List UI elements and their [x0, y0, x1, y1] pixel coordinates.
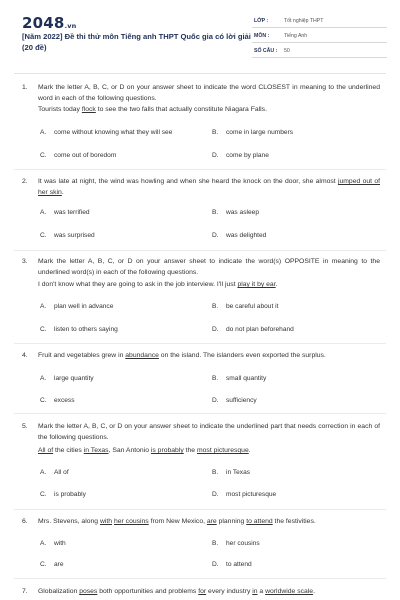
option-text: to attend — [226, 561, 252, 568]
meta-row-count — [252, 43, 387, 58]
stem-text: Mrs. Stevens, along — [38, 518, 100, 525]
question-sentence — [38, 104, 380, 115]
option-letter: C. — [40, 561, 47, 568]
option-text: sufficiency — [226, 397, 257, 404]
option-text: was asleep — [226, 209, 259, 216]
question-divider — [14, 169, 386, 170]
stem-text: . — [61, 189, 64, 196]
option-d[interactable] — [212, 559, 252, 570]
option-b[interactable] — [212, 467, 250, 478]
question-divider — [14, 509, 386, 510]
option-text: come out of boredom — [54, 152, 117, 159]
question-stem: Mark the letter A, B, C, or D on your answer sheet to indicate the underlined part that needs correction in each of the following questions. — [38, 423, 380, 441]
option-text: small quantity — [226, 375, 267, 382]
stem-text: planning — [216, 518, 247, 525]
underlined-part-a: poses — [79, 588, 98, 595]
question-divider — [14, 343, 386, 344]
option-d[interactable] — [212, 150, 269, 161]
question-sentence — [38, 445, 380, 456]
option-a[interactable] — [40, 538, 66, 549]
question-divider — [14, 578, 386, 579]
sentence-text: the — [183, 447, 197, 454]
meta-key: LỚP : — [254, 18, 269, 24]
option-letter: A. — [40, 540, 47, 547]
option-text: most picturesque — [226, 491, 277, 498]
option-text: in Texas — [226, 469, 251, 476]
option-text: her cousins — [226, 540, 260, 547]
option-d[interactable] — [212, 395, 257, 406]
underlined-phrase: play it by ear — [237, 281, 276, 288]
option-letter: A. — [40, 375, 47, 382]
question-number: 7. — [22, 588, 28, 595]
sentence-text: . — [275, 281, 278, 288]
stem-text: It was late at night, the wind was howling and when she heard the knock on the door, she almost — [38, 178, 338, 185]
document-title: [Năm 2022] Đề thi thử môn Tiếng anh THPT Quốc gia có lời giải (20 đề) — [22, 32, 251, 52]
option-text: All of — [54, 469, 69, 476]
question-sentence — [38, 279, 380, 290]
option-b[interactable] — [212, 538, 260, 549]
option-b[interactable] — [212, 207, 259, 218]
option-letter: B. — [212, 303, 219, 310]
question-stem — [38, 350, 380, 361]
underlined-part-a: All of — [38, 447, 54, 454]
stem-text: both opportunities and problems — [97, 588, 199, 595]
option-text: was terrified — [54, 209, 90, 216]
question-number: 1. — [22, 84, 28, 91]
sentence-text: . — [248, 447, 251, 454]
option-b[interactable] — [212, 127, 293, 138]
sentence-text: Tourists today — [38, 106, 82, 113]
option-letter: B. — [212, 469, 219, 476]
option-b[interactable] — [212, 373, 266, 384]
underlined-word: abundance — [125, 352, 159, 359]
option-a[interactable] — [40, 373, 94, 384]
option-a[interactable] — [40, 301, 113, 312]
underlined-part-b: for — [198, 588, 207, 595]
option-letter: B. — [212, 129, 219, 136]
header — [0, 0, 400, 72]
option-letter: C. — [40, 397, 47, 404]
question-stem: Mark the letter A, B, C, or D on your answer sheet to indicate the word CLOSEST in meaning to the underlined word in each of the following questions. — [38, 84, 380, 102]
option-letter: D. — [212, 561, 219, 568]
stem-text: Globalization — [38, 588, 80, 595]
sentence-text: the cities — [53, 447, 84, 454]
option-c[interactable] — [40, 324, 118, 335]
stem-text: Fruit and vegetables grew in — [38, 352, 126, 359]
sentence-text: to see the two falls that actually constitute Niagara Falls. — [95, 106, 267, 113]
underlined-part-d: to attend — [246, 518, 273, 525]
header-divider — [14, 73, 386, 74]
option-b[interactable] — [212, 301, 278, 312]
option-d[interactable] — [212, 489, 276, 500]
option-c[interactable] — [40, 150, 116, 161]
question-number: 4. — [22, 352, 28, 359]
underlined-word: flock — [81, 106, 96, 113]
option-text: do not plan beforehand — [226, 326, 294, 333]
meta-value: 50 — [284, 48, 290, 54]
option-text: with — [54, 540, 66, 547]
option-d[interactable] — [212, 324, 294, 335]
meta-row-class — [252, 13, 387, 28]
option-letter: C. — [40, 152, 47, 159]
option-text: come in large numbers — [226, 129, 294, 136]
option-letter: C. — [40, 491, 47, 498]
option-letter: A. — [40, 209, 47, 216]
underlined-part-c: are — [206, 518, 217, 525]
option-text: come by plane — [226, 152, 269, 159]
logo-text: 2048 — [22, 14, 65, 32]
sentence-text: I don't know what they are going to ask in the job interview. I'll just — [38, 281, 238, 288]
option-text: was delighted — [226, 232, 267, 239]
stem-text: from New Mexico, — [148, 518, 207, 525]
option-text: plan well in advance — [54, 303, 114, 310]
option-a[interactable] — [40, 127, 172, 138]
question-stem — [38, 176, 380, 198]
option-text: listen to others saying — [54, 326, 118, 333]
question-stem: Mark the letter A, B, C, or D on your answer sheet to indicate the word(s) OPPOSITE in meaning to the underlined word(s) in each of the following questions. — [38, 258, 380, 276]
option-letter: D. — [212, 397, 219, 404]
stem-text: . — [313, 588, 315, 595]
underlined-part-d: worldwide scale — [265, 588, 314, 595]
underlined-phrase: jumped out of her skin — [38, 178, 380, 196]
option-letter: B. — [212, 540, 219, 547]
option-a[interactable] — [40, 467, 69, 478]
sentence-text: , San Antonio — [108, 447, 151, 454]
stem-text: on the island. The islanders even exported the surplus. — [158, 352, 326, 359]
underlined-part-b: her cousins — [113, 518, 149, 525]
meta-key: SỐ CÂU : — [254, 48, 278, 54]
underlined-part-c: is probably — [150, 447, 184, 454]
option-c[interactable] — [40, 395, 75, 406]
option-letter: A. — [40, 469, 47, 476]
option-letter: A. — [40, 303, 47, 310]
question-number: 2. — [22, 178, 28, 185]
option-letter: B. — [212, 209, 219, 216]
option-text: come without knowing what they will see — [54, 129, 173, 136]
option-letter: D. — [212, 152, 219, 159]
option-letter: D. — [212, 326, 219, 333]
meta-value: Tốt nghiệp THPT — [284, 18, 324, 24]
question-number: 3. — [22, 258, 28, 265]
underlined-part-d: most picturesque — [196, 447, 249, 454]
stem-text: the festivities. — [272, 518, 316, 525]
meta-key: MÔN : — [254, 33, 270, 39]
question-number: 6. — [22, 518, 28, 525]
question-number: 5. — [22, 423, 28, 430]
underlined-part-a: with — [99, 518, 113, 525]
option-c[interactable] — [40, 230, 95, 241]
question-stem — [38, 516, 380, 527]
option-text: is probably — [54, 491, 86, 498]
underlined-part-b: in Texas — [83, 447, 109, 454]
option-a[interactable] — [40, 207, 90, 218]
option-text: large quantity — [54, 375, 94, 382]
option-c[interactable] — [40, 559, 64, 570]
underlined-part-c: in — [252, 588, 258, 595]
option-letter: C. — [40, 326, 47, 333]
stem-text: a — [257, 588, 266, 595]
option-d[interactable] — [212, 230, 266, 241]
meta-value: Tiếng Anh — [284, 33, 308, 39]
option-text: be careful about it — [226, 303, 279, 310]
question-stem — [38, 586, 380, 597]
option-text: was surprised — [54, 232, 95, 239]
logo-suffix: .vn — [64, 22, 77, 30]
option-text: are — [54, 561, 64, 568]
option-letter: C. — [40, 232, 47, 239]
option-letter: D. — [212, 232, 219, 239]
option-letter: B. — [212, 375, 219, 382]
question-divider — [14, 250, 386, 251]
site-logo[interactable] — [22, 14, 77, 32]
meta-row-subject — [252, 28, 387, 43]
option-letter: A. — [40, 129, 47, 136]
option-text: excess — [54, 397, 75, 404]
option-c[interactable] — [40, 489, 86, 500]
question-divider — [14, 413, 386, 414]
stem-text: every industry — [206, 588, 253, 595]
option-letter: D. — [212, 491, 219, 498]
